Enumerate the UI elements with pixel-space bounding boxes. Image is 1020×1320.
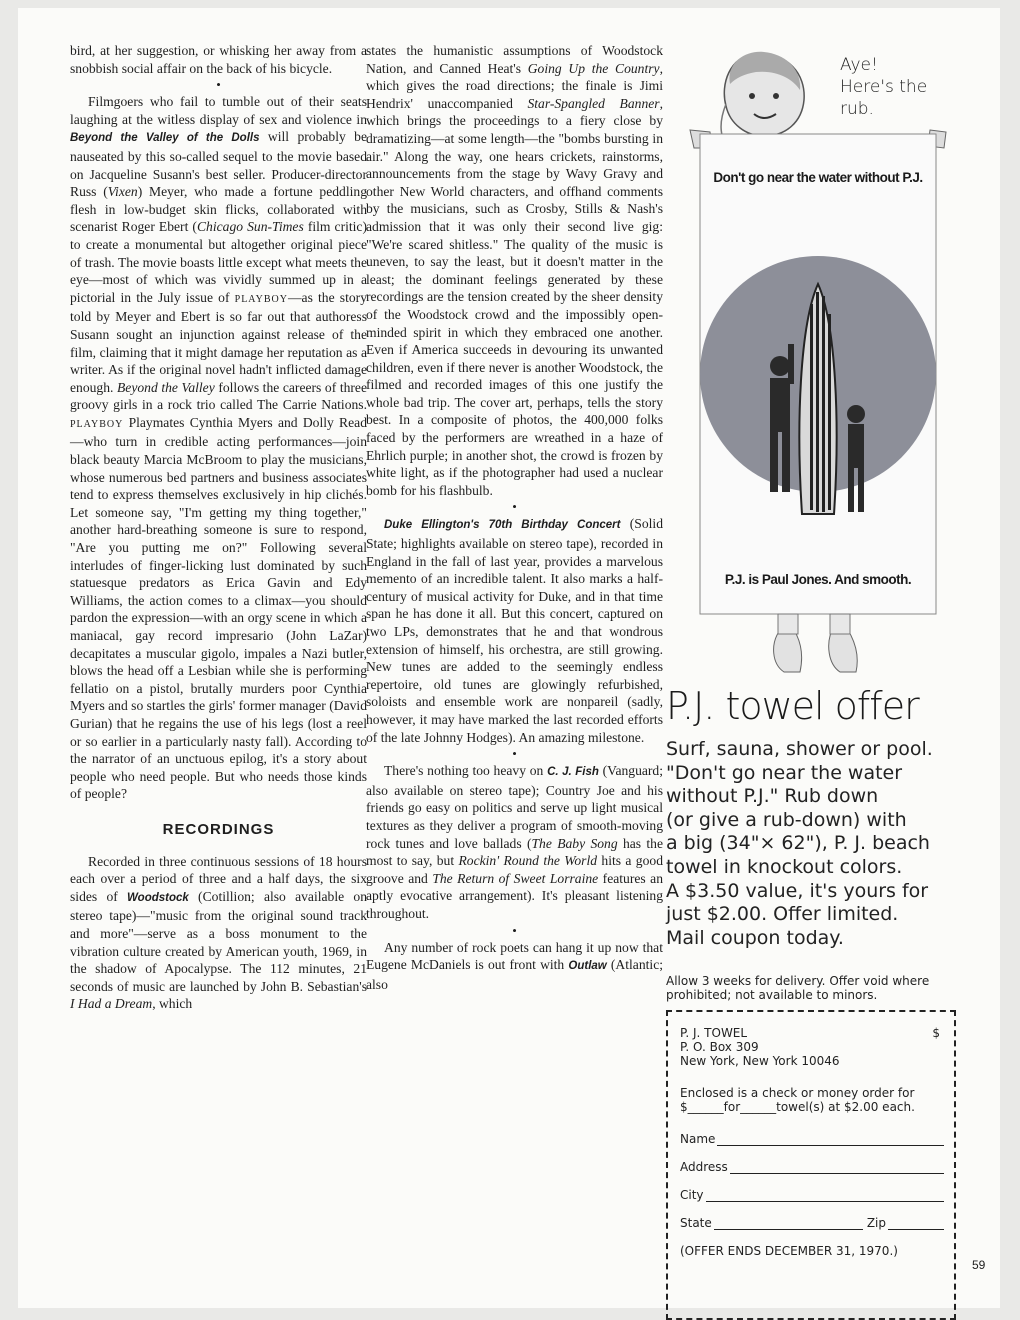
left-foot-illustration	[774, 630, 802, 672]
speech-bubble-text	[840, 54, 960, 120]
text-run: features an aptly evocative arrangement). It's pleasant listening throughout.	[366, 870, 663, 921]
title-italic: Vixen	[107, 184, 138, 200]
address-line: New York, New York 10046	[680, 1054, 840, 1068]
magazine-page	[18, 8, 1000, 1308]
text-run: hits a good groove and	[366, 853, 663, 886]
title-italic: Beyond the Valley	[117, 379, 215, 395]
offer-line: a big (34"× 62"), P. J. beach	[666, 832, 930, 855]
offer-body	[666, 738, 956, 950]
coupon-city-field[interactable]	[680, 1188, 944, 1202]
offer-line: towel in knockout colors.	[666, 855, 903, 878]
city-label: City	[680, 1188, 704, 1202]
separator-bullet: •	[512, 922, 517, 938]
address-label: Address	[680, 1160, 728, 1174]
text-run: —as the story told by Meyer and Ebert is so far out that authoress Susann sought an injunction against release of the film, claiming that it might damage her reputation as a writer. As if the original novel hadn't inflicted damage enough.	[70, 289, 367, 395]
text-run: has the most to say, but	[366, 835, 663, 869]
paragraph-mcdaniels	[366, 939, 663, 994]
title-album: Outlaw	[568, 960, 607, 973]
speech-line: Here's the rub.	[840, 77, 928, 119]
offer-expiry: (OFFER ENDS DECEMBER 31, 1970.)	[680, 1244, 898, 1258]
ad-illustration	[660, 44, 960, 689]
address-line: P. O. Box 309	[680, 1040, 759, 1054]
text-run: ) Meyer, who made a fortune peddling flesh in low-budget skin flicks, collaborated with scenarist Roger Ebert (	[70, 184, 367, 235]
text-run: Any number of rock poets can hang it up now that Eugene McDaniels is out front with	[366, 939, 663, 973]
address-line-field[interactable]	[730, 1163, 944, 1174]
text-run: , which	[152, 996, 193, 1012]
state-line[interactable]	[714, 1219, 863, 1230]
text-run: (Solid State; highlights available on stereo tape), recorded in England in the fall of last year, provides a marvelous memento of an incredible talent. It also marks a half-century of musical activity for Duke, and in that time span he has done it all. But this concert, captured on two LPs, demonstrates that he and that wondrous extension of himself, his orchestra, are still growing. New tunes are added to the seemingly endless repertoire, old tunes are glowingly refurbished, soloists and ensemble work are nonpareil (sadly, however, it may have marked the last recorded efforts of the late Johnny Hodges). An amazing milestone.	[366, 516, 663, 745]
paragraph-woodstock	[70, 853, 367, 1013]
speech-line: Aye!	[840, 55, 878, 75]
title-italic: Chicago Sun-Times	[196, 219, 304, 235]
coupon-address-field[interactable]	[680, 1160, 944, 1174]
title-italic: The Baby Song	[531, 835, 618, 851]
separator-bullet: •	[512, 746, 517, 762]
offer-title: P.J. towel offer	[666, 684, 919, 728]
coupon-enclosed-text	[680, 1086, 944, 1114]
text-run: (Atlantic; also	[366, 957, 664, 992]
title-italic: Star-Spangled Banner	[527, 95, 660, 111]
towel-headline: Don't go near the water without P.J.	[713, 170, 923, 185]
title-album: Woodstock	[127, 891, 189, 904]
text-run: There's nothing too heavy on	[384, 763, 548, 779]
paragraph-ellington	[366, 515, 663, 746]
text-run: , which gives the road directions; the finale is Jimi Hendrix' unaccompanied	[366, 60, 663, 111]
offer-line: just $2.00. Offer limited.	[666, 903, 899, 926]
review-column-1	[70, 42, 367, 1013]
title-film: Beyond the Valley of the Dolls	[70, 132, 260, 145]
text-run: (Vanguard; also available on stereo tape); Country Joe and his friends go easy on politics and serve up light musical textures as they deliver a program of smooth-moving rock tunes and love ballads (	[366, 763, 664, 851]
title-album: Duke Ellington's 70th Birthday Concert	[384, 519, 621, 532]
coupon-state-zip-field[interactable]	[680, 1216, 944, 1230]
section-heading-recordings: RECORDINGS	[162, 820, 275, 838]
state-label: State	[680, 1216, 712, 1230]
enclosed-line: Enclosed is a check or money order for	[680, 1086, 915, 1100]
paragraph-woodstock-cont	[366, 42, 663, 499]
enclosed-line[interactable]: $______for______towel(s) at $2.00 each.	[680, 1100, 915, 1114]
separator-bullet: •	[512, 499, 517, 515]
name-label: Name	[680, 1132, 716, 1146]
offer-line: Surf, sauna, shower or pool.	[666, 738, 933, 760]
coupon-name-field[interactable]	[680, 1132, 944, 1146]
title-album: C. J. Fish	[547, 766, 599, 779]
offer-line: Mail coupon today.	[666, 926, 844, 949]
text-run: will probably be nauseated by this so-called sequel to the movie based on Jacqueline Susann's best seller. Producer-director Russ (	[70, 129, 368, 200]
text-run: Filmgoers who fail to tumble out of their seats laughing at the witless display of sex and violence in	[70, 94, 367, 127]
text-run: Recorded in three continuous sessions of 18 hours each over a period of three and a half days, the six sides of	[70, 853, 367, 904]
review-column-2	[366, 42, 663, 993]
zip-line[interactable]	[888, 1219, 944, 1230]
coupon-address	[680, 1026, 944, 1068]
magazine-name: PLAYBOY	[234, 293, 288, 305]
towel-text-layer	[700, 134, 936, 614]
offer-line: without P.J." Rub down	[666, 785, 879, 808]
offer-line: (or give a rub-down) with	[666, 808, 907, 831]
address-line: P. J. TOWEL	[680, 1026, 748, 1040]
title-italic: Going Up the Country	[527, 60, 660, 76]
right-foot-illustration	[829, 630, 858, 672]
magazine-name: PLAYBOY	[70, 418, 124, 430]
text-run: states the humanistic assumptions of Woodstock Nation, and Canned Heat's	[366, 43, 663, 76]
city-line[interactable]	[706, 1191, 944, 1202]
fine-print: Allow 3 weeks for delivery. Offer void where prohibited; not available to minors.	[666, 974, 930, 1002]
text-run: Playmates Cynthia Myers and Dolly Read—who turn in credible acting performances—join black beauty Marcia McBroom to play the musicians, whose numerous bed partners and business associates tend to express themselves exclusively in hip clichés. Let someone say, "I'm getting my thing together," another hard-breathing someone is sure to respond, "Are you putting me on?" Following several interludes of finger-licking lust dominated by such statuesque predators as Erica Gavin and Edy Williams, the action comes to a climax—you should pardon the expression—with an orgy scene in which a maniacal, gay record impresario (John LaZar) decapitates a muscular gigolo, impales a Nazi butler, blows the head off a Lesbian while she is performing fellatio on a pistol, brutally murders poor Cynthia Myers and so startles the girls' former manager (David Gurian) that he regains the use of his legs (lost a reel or so earlier in a particularly nasty fall). According to the narrator of an unctuous epilog, it's a story about people who need people. But who needs those kinds of people?	[70, 414, 367, 802]
towel-tagline: P.J. is Paul Jones. And smooth.	[724, 572, 912, 587]
name-line[interactable]	[717, 1135, 944, 1146]
offer-line: "Don't go near the water	[666, 761, 903, 784]
dollar-sign: $	[932, 1026, 940, 1040]
pj-towel-advertisement	[660, 44, 960, 1274]
title-italic: I Had a Dream	[70, 996, 153, 1012]
paragraph-continued	[70, 42, 367, 77]
page-number: 59	[972, 1258, 986, 1272]
paragraph-cj-fish	[366, 762, 663, 922]
zip-label: Zip	[866, 1216, 886, 1230]
text-run: follows the careers of three groovy girls in a rock trio called The Carrie Nations.	[70, 379, 367, 413]
title-italic: The Return of Sweet Lorraine	[432, 870, 599, 886]
text-run: (Cotillion; also available on stereo tape)—"music from the original sound track and more"—serve as a boss monument to the vibration culture created by American youth, 1969, in the shadow of Apocalypse. The 112 minutes, 21 seconds of music are launched by John B. Sebastian's	[70, 888, 368, 994]
text-run: film critic) to create a monumental but altogether original piece of trash. The movie boasts little except what meets the eye—most of which was vividly summed up in a pictorial in the July issue of	[70, 219, 367, 305]
offer-line: A $3.50 value, it's yours for	[666, 879, 929, 902]
paragraph-film-review	[70, 93, 367, 803]
separator-bullet: •	[216, 77, 221, 93]
title-italic: Rockin' Round the World	[458, 853, 598, 869]
mail-coupon	[666, 1010, 956, 1320]
text-run: , which brings the proceedings to a fiery close by dramatizing—at some length—the "bombs bursting in air." Along the way, one hears crickets, rainstorms, announcements from the stage by Wavy Gravy and other New World characters, and offhand comments by the musicians, such as Crosby, Stills & Nash's admission that it was only their second live gig: "We're scared shitless." The quality of the music is uneven, to say the least, but it doesn't matter in the least; the dominant feelings generated by these recordings are the tension created by the sheer density of the Woodstock crowd and the impossibly open-minded spirit in which they embraced one another. Even if America succeeds in devouring its unwanted children, even if there never is another Woodstock, the filmed and recorded images of this one justify the whole bad trip. The cover art, perhaps, tells the story best. In a composite of photos, the 400,000 folks faced by the performers are wreathed in a haze of Ehrlich purple; in another shot, the crowd is frozen by white light, as if the photographer had used a nuclear bomb for his flashbulb.	[366, 95, 663, 498]
text-run: bird, at her suggestion, or whisking her away from a snobbish social affair on the back of his bicycle.	[70, 43, 367, 76]
